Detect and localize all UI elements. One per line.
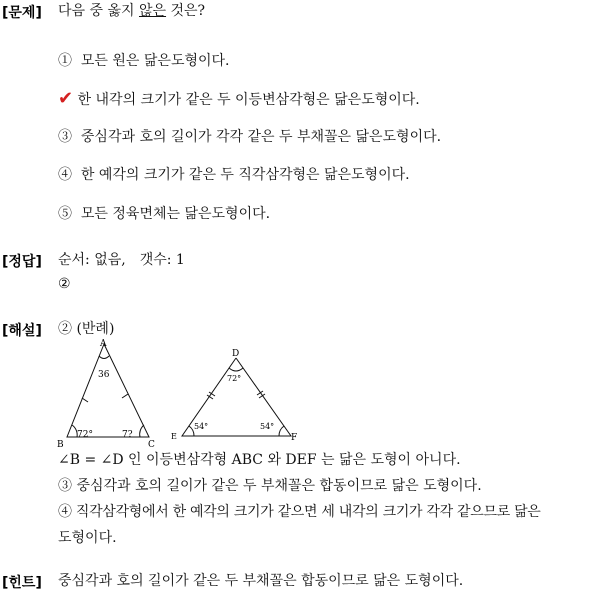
triangle-abc	[67, 344, 149, 437]
option-1	[58, 52, 230, 70]
option-text: 모든 정육면체는 닮은도형이다.	[80, 206, 271, 222]
answer-line-1: 순서: 없음, 갯수: 1	[58, 252, 185, 268]
option-4	[58, 166, 410, 184]
option-2	[58, 90, 420, 109]
vertex-a-label: A	[100, 339, 107, 349]
vertex-e-label: E	[171, 432, 177, 441]
angle-c-label: 7?	[122, 430, 133, 440]
option-number: ③	[58, 129, 72, 145]
prompt-pre: 다음 중 옳지	[58, 3, 139, 19]
vertex-f-label: F	[291, 433, 298, 443]
vertex-c-label: C	[148, 440, 155, 450]
hint-text: 중심각과 호의 길이가 같은 두 부채꼴은 합동이므로 닮은 도형이다.	[58, 573, 464, 589]
angle-f-label: 54°	[260, 422, 275, 431]
answer-tag: [정답]	[2, 254, 42, 270]
option-text: 모든 원은 닮은도형이다.	[80, 53, 230, 69]
vertex-b-label: B	[57, 440, 64, 450]
explanation-line-4: 도형이다.	[58, 530, 117, 546]
option-text: 한 예각의 크기가 같은 두 직각삼각형은 닮은도형이다.	[80, 167, 410, 183]
question-tag: [문제]	[2, 5, 42, 21]
prompt-underlined: 않은	[138, 3, 167, 19]
check-mark-icon: ✔	[58, 88, 74, 109]
explanation-tag: [해설]	[2, 323, 42, 339]
hint-tag: [힌트]	[2, 575, 42, 591]
option-3	[58, 128, 441, 146]
question-prompt	[58, 2, 205, 20]
explanation-line-3: ④ 직각삼각형에서 한 예각의 크기가 같으면 세 내각의 크기가 각각 같으므로 닮은	[58, 504, 541, 520]
option-text: 한 내각의 크기가 같은 두 이등변삼각형은 닮은도형이다.	[77, 92, 420, 108]
option-text: 중심각과 호의 길이가 각각 같은 두 부채꼴은 닮은도형이다.	[80, 129, 442, 145]
answer-line-2: ②	[58, 276, 71, 292]
angle-d-label: 72°	[227, 374, 242, 383]
triangle-figure	[55, 336, 315, 451]
option-5	[58, 205, 270, 223]
option-number: ①	[58, 53, 72, 69]
angle-e-label: 54°	[194, 422, 209, 431]
explanation-line-1: ∠B = ∠D 인 이등변삼각형 ABC 와 DEF 는 닮은 도형이 아니다.	[58, 452, 461, 468]
angle-b-label: 72°	[77, 430, 93, 440]
vertex-d-label: D	[232, 349, 240, 359]
option-number: ⑤	[58, 206, 72, 222]
angle-a-label: 36	[98, 370, 110, 380]
prompt-post: 것은?	[166, 3, 206, 19]
explanation-line-2: ③ 중심각과 호의 길이가 같은 두 부채꼴은 합동이므로 닮은 도형이다.	[58, 478, 482, 494]
explanation-heading: ② (반례)	[58, 321, 115, 337]
option-number: ④	[58, 167, 72, 183]
